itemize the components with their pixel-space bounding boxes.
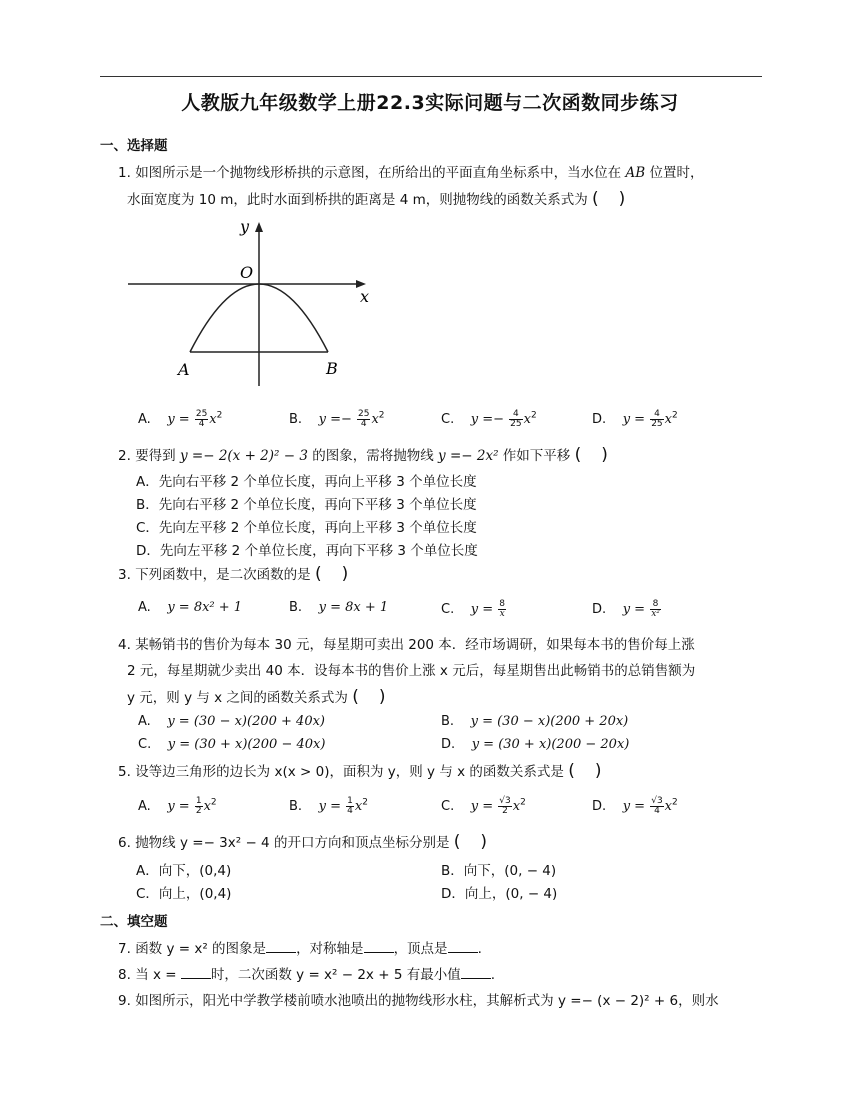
q2-text-a: 要得到 [135, 448, 176, 464]
q8-stem [118, 962, 495, 988]
q3-stem [118, 561, 368, 588]
denominator: 2 [195, 806, 202, 816]
option-lhs: y = [470, 602, 498, 617]
denominator: x² [651, 609, 660, 619]
q1-text-line2: 水面宽度为 10 m，此时水面到桥拱的距离是 4 m，则抛物线的函数关系式为 [127, 192, 588, 208]
q5-answer-paren: () [568, 761, 622, 781]
fraction [195, 797, 203, 816]
q6-answer-paren: () [453, 832, 508, 852]
option-expr: y = (30 + x)(200 − 20x) [471, 737, 630, 752]
option-letter: A. [138, 799, 151, 814]
option-letter: A. [138, 600, 151, 615]
q6-stem [118, 829, 507, 856]
label-b: B [326, 359, 338, 378]
q2-number: 2. [118, 448, 131, 464]
q3-option-c[interactable] [441, 600, 507, 619]
option-lhs: y = [318, 799, 346, 814]
option-lhs: y =− [318, 412, 356, 427]
option-letter: D. [441, 737, 456, 752]
q2-stem [118, 442, 628, 469]
q2-option-b[interactable]: B．先向右平移 2 个单位长度，再向下平移 3 个单位长度 [136, 497, 477, 513]
q5-option-a[interactable]: A. y = $\frac{1}{2}$ $x^2$ [138, 796, 217, 816]
q6-option-a[interactable]: A．向下，(0,4) [136, 863, 232, 879]
q9-stem [118, 988, 719, 1014]
q6-number: 6. [118, 835, 131, 851]
q1-text-line1: 如图所示是一个抛物线形桥拱的示意图，在所给出的平面直角坐标系中，当水位在 [135, 165, 622, 181]
q4-line3 [127, 684, 406, 711]
y-axis-arrow [255, 222, 263, 232]
denominator: 4 [360, 419, 367, 429]
section-heading-choice: 一、选择题 [100, 138, 168, 154]
numerator: 25 [195, 409, 208, 419]
q1-text-line1-end: 位置时， [649, 165, 704, 181]
option-letter: C. [441, 412, 455, 427]
q2-option-c[interactable]: C．先向左平移 2 个单位长度，再向上平移 3 个单位长度 [136, 520, 477, 536]
q4-option-a[interactable] [138, 714, 325, 729]
option-letter: A. [138, 412, 151, 427]
option-expr: y = 8x + 1 [318, 600, 389, 615]
q1-number: 1. [118, 165, 131, 181]
q7-text-b: ，对称轴是 [296, 941, 364, 957]
q2-text-c: 作如下平移 [502, 448, 571, 464]
option-letter: B. [289, 412, 303, 427]
q3-answer-paren: () [314, 564, 369, 584]
section-heading-fill: 二、填空题 [100, 914, 168, 930]
q9-number: 9. [118, 993, 131, 1009]
q1-option-c[interactable]: C. y =− $\frac{4}{25}$ $x^2$ [441, 409, 537, 429]
denominator: 4 [347, 806, 353, 816]
denominator: x [499, 609, 505, 619]
q2-option-a[interactable]: A．先向右平移 2 个单位长度，再向上平移 3 个单位长度 [136, 474, 477, 490]
option-letter: C. [138, 737, 152, 752]
label-x: x [360, 287, 370, 306]
numerator: √3 [499, 796, 511, 806]
q4-option-b[interactable] [441, 714, 628, 729]
fraction [498, 797, 511, 816]
numerator: 4 [509, 410, 522, 420]
denominator: 2 [502, 806, 508, 816]
option-var: x [664, 412, 672, 427]
q2-text-b: 的图象，需将抛物线 [312, 448, 434, 464]
q9-text: 如图所示，阳光中学教学楼前喷水池喷出的抛物线形水柱，其解析式为 y =− (x − 2)² + 6，则水 [135, 993, 719, 1009]
q4-line1 [118, 632, 695, 658]
option-expr: y = (30 − x)(200 + 40x) [167, 714, 325, 729]
option-var: x [371, 412, 379, 427]
q6-option-d[interactable]: D．向上，(0, − 4) [441, 886, 558, 902]
q7-text-c: ，顶点是 [393, 941, 448, 957]
q2-option-d[interactable]: D．先向左平移 2 个单位长度，再向下平移 3 个单位长度 [136, 543, 478, 559]
q5-option-c[interactable]: C. y = $\frac{√3}{2}$ $x^2$ [441, 796, 526, 816]
numerator: √3 [651, 796, 663, 806]
q1-option-a[interactable]: A. y = $\frac{25}{4}$ $x^2$ [138, 409, 223, 429]
q6-option-c[interactable]: C．向上，(0,4) [136, 886, 232, 902]
q8-blank-2[interactable] [461, 966, 491, 979]
option-letter: B. [289, 600, 303, 615]
q2-expr2: y =− 2x² [438, 448, 499, 464]
fraction [650, 797, 663, 816]
q5-stem [118, 758, 621, 785]
q8-text-c: . [490, 967, 495, 983]
denominator: 4 [198, 419, 205, 429]
option-letter: D. [592, 602, 607, 617]
q7-blank-3[interactable] [448, 940, 478, 953]
fraction [650, 410, 663, 429]
q4-number: 4. [118, 637, 131, 653]
q4-answer-paren: () [352, 687, 406, 707]
fraction [195, 410, 208, 429]
q8-text-a: 当 x = [135, 967, 177, 983]
numerator: 1 [195, 796, 202, 806]
q8-blank-1[interactable] [181, 966, 211, 979]
option-expr: y = (30 − x)(200 + 20x) [470, 714, 629, 729]
q2-answer-paren: () [574, 445, 628, 465]
page-title: 人教版九年级数学上册22.3实际问题与二次函数同步练习 [181, 92, 679, 114]
q4-text-line1: 某畅销书的售价为每本 30 元，每星期可卖出 200 本．经市场调研，如果每本书的售价每上涨 [135, 637, 695, 653]
q4-option-c[interactable] [138, 737, 325, 752]
numerator: 4 [650, 410, 663, 420]
option-expr: y = (30 + x)(200 − 40x) [167, 737, 326, 752]
numerator: 25 [358, 409, 370, 419]
option-letter: C. [441, 799, 455, 814]
option-lhs: y = [622, 799, 650, 814]
numerator: 8 [650, 600, 661, 610]
option-expr: y = 8x² + 1 [167, 600, 243, 615]
option-var: x [523, 412, 531, 427]
label-o: O [240, 263, 254, 282]
top-rule [100, 76, 762, 77]
label-a: A [178, 360, 190, 379]
q2-expr1: y =− 2(x + 2)² − 3 [179, 448, 308, 464]
denominator: 4 [654, 806, 660, 816]
q3-option-b[interactable] [289, 600, 388, 615]
option-letter: A. [138, 714, 151, 729]
numerator: 8 [499, 599, 505, 609]
fraction [650, 600, 661, 619]
q1-ab: AB [625, 165, 646, 181]
option-lhs: y = [167, 799, 194, 814]
q6-option-b[interactable]: B．向下，(0, − 4) [441, 863, 557, 879]
q3-option-d[interactable] [592, 600, 662, 619]
q7-number: 7. [118, 941, 131, 957]
option-lhs: y = [167, 412, 194, 427]
q4-text-line3: y 元，则 y 与 x 之间的函数关系式为 [127, 690, 348, 706]
option-letter: D. [592, 412, 607, 427]
q3-number: 3. [118, 567, 131, 583]
denominator: 25 [510, 419, 522, 429]
fraction [357, 410, 370, 429]
q7-blank-2[interactable] [364, 940, 394, 953]
q7-stem [118, 936, 482, 962]
q5-text: 设等边三角形的边长为 x(x > 0)，面积为 y，则 y 与 x 的函数关系式是 [135, 764, 564, 780]
option-lhs: y = [470, 799, 498, 814]
q1-line1 [118, 160, 703, 186]
fraction [498, 600, 506, 619]
q4-line2: 2 元，每星期就少卖出 40 本．设每本书的售价上涨 x 元后，每星期售出此畅销书的总销售额为 [127, 663, 696, 679]
option-lhs: y =− [470, 412, 509, 427]
q1-option-b[interactable]: B. y =− $\frac{25}{4}$ $x^2$ [289, 409, 385, 429]
label-y: y [240, 218, 250, 236]
q1-line2 [127, 186, 645, 213]
q6-text: 抛物线 y =− 3x² − 4 的开口方向和顶点坐标分别是 [135, 835, 450, 851]
q5-option-d[interactable]: D. y = $\frac{√3}{4}$ $x^2$ [592, 796, 678, 816]
option-letter: C. [441, 602, 455, 617]
q1-bridge-figure [128, 218, 370, 390]
option-lhs: y = [622, 412, 650, 427]
option-letter: D. [592, 799, 607, 814]
option-letter: B. [289, 799, 303, 814]
fraction [346, 797, 354, 816]
q4-option-d[interactable] [441, 737, 629, 752]
q7-text-a: 函数 y = x² 的图象是 [135, 941, 267, 957]
option-lhs: y = [622, 602, 650, 617]
fraction [509, 410, 522, 429]
option-letter: B. [441, 714, 455, 729]
q3-text: 下列函数中，是二次函数的是 [135, 567, 311, 583]
numerator: 1 [347, 796, 353, 806]
q7-blank-1[interactable] [266, 940, 296, 953]
q8-text-b: 时，二次函数 y = x² − 2x + 5 有最小值 [210, 967, 461, 983]
denominator: 25 [651, 419, 663, 429]
q1-answer-paren: () [592, 189, 646, 209]
q3-option-a[interactable] [138, 600, 242, 615]
q5-option-b[interactable]: B. y = $\frac{1}{4}$ $x^2$ [289, 796, 368, 816]
option-var: x [209, 412, 217, 427]
q7-text-d: . [477, 941, 482, 957]
q8-number: 8. [118, 967, 131, 983]
q1-option-d[interactable]: D. y = $\frac{4}{25}$ $x^2$ [592, 409, 678, 429]
q5-number: 5. [118, 764, 131, 780]
